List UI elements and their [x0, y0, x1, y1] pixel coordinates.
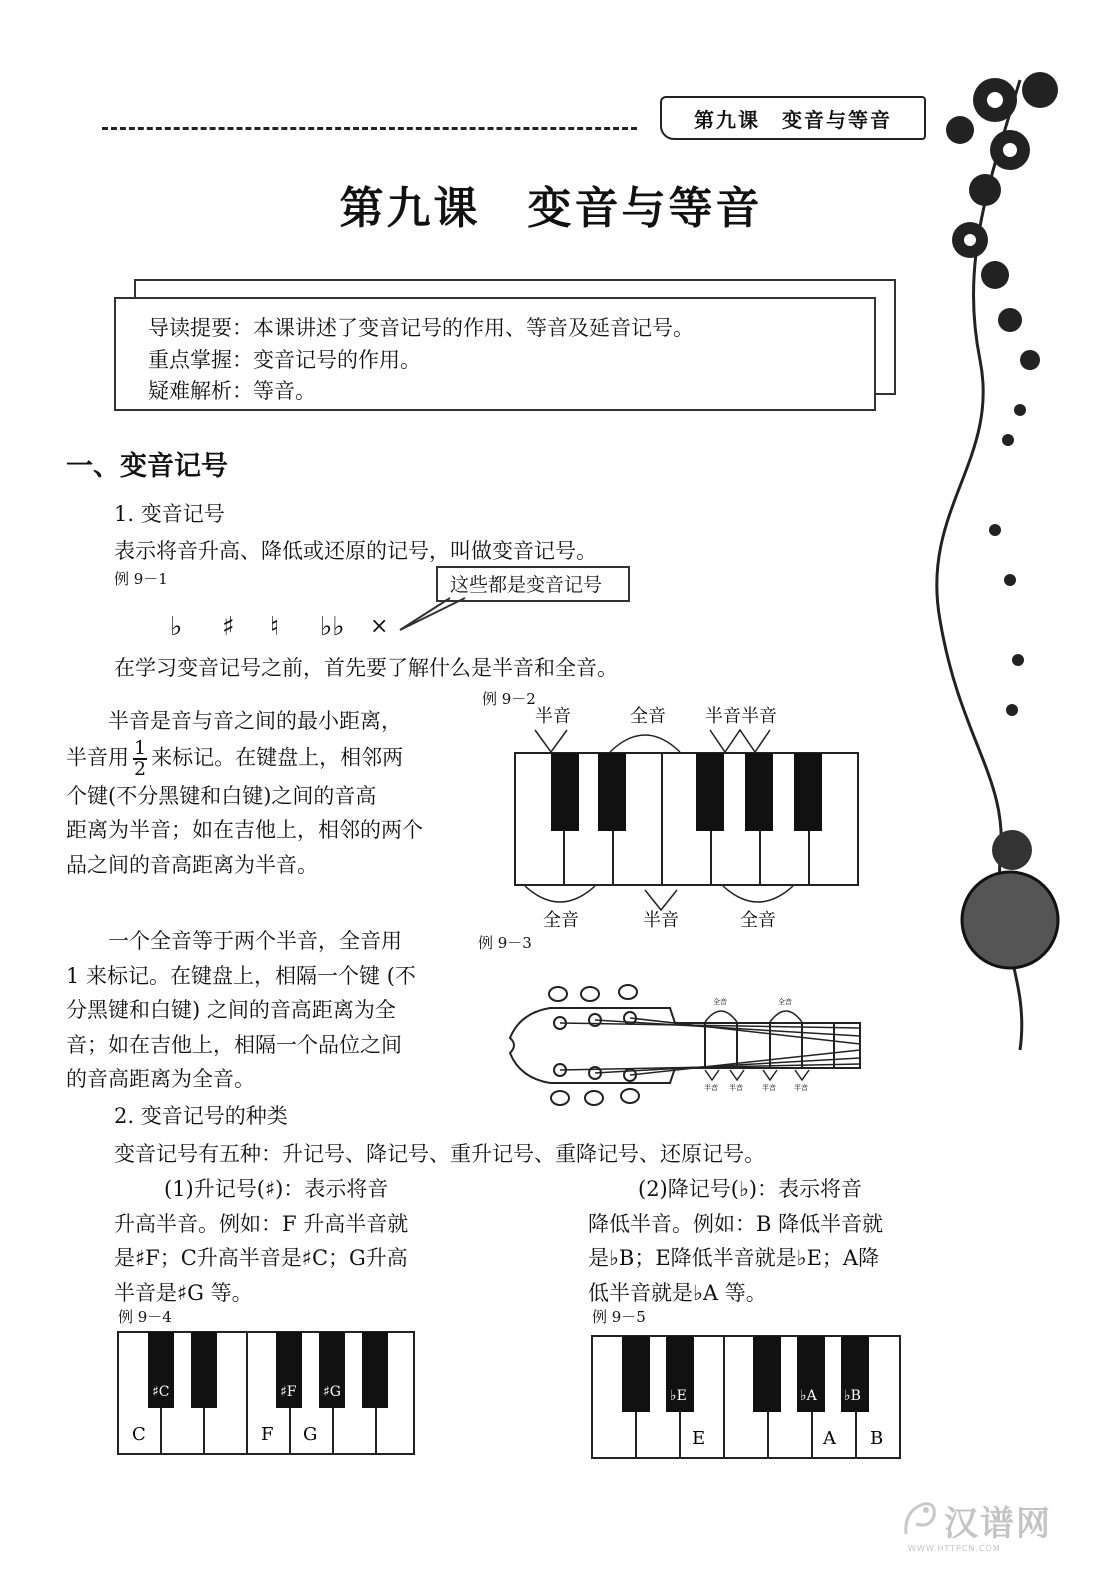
guide-line-key-points: 重点掌握：变音记号的作用。 — [148, 348, 421, 372]
label-whole-top: 全音 — [630, 706, 666, 727]
example-9-5-label: 例 9－5 — [592, 1308, 646, 1326]
black-key-label: ♯C — [152, 1384, 170, 1400]
sharp-line: 升高半音。例如：F 升高半音就 — [114, 1211, 409, 1236]
double-sharp-symbol: × — [370, 614, 389, 639]
sharp-line: 是♯F；C升高半音是♯C；G升高 — [114, 1246, 408, 1270]
flat-line: 低半音就是♭A 等。 — [588, 1280, 767, 1305]
label-half-top: 半音 — [535, 706, 571, 727]
guitar-label-bottom: 半音 — [762, 1084, 776, 1092]
natural-symbol: ♮ — [270, 612, 280, 642]
white-key-label: G — [303, 1424, 318, 1445]
example-9-2-label: 例 9－2 — [482, 690, 536, 708]
black-key-label: ♭B — [844, 1388, 861, 1404]
watermark-url: WWW.HTTPCN.COM — [908, 1544, 1001, 1553]
half-step-paragraph — [66, 704, 466, 882]
guide-line-difficulty: 疑难解析：等音。 — [148, 379, 316, 403]
keyboard-flats-diagram — [590, 1334, 904, 1464]
guitar-label-bottom: 半音 — [729, 1084, 743, 1092]
half-step-line — [66, 736, 466, 780]
accidental-definition: 表示将音升高、降低或还原的记号，叫做变音记号。 — [114, 539, 597, 563]
label-half-bottom: 半音 — [643, 910, 679, 931]
guitar-label-top: 全音 — [713, 998, 727, 1006]
guitar-label-top: 全音 — [778, 998, 792, 1006]
example-9-1-label: 例 9－1 — [114, 570, 168, 588]
subheading-kinds: 2. 变音记号的种类 — [114, 1104, 288, 1128]
keyboard-half-whole-diagram — [505, 700, 870, 940]
guitar-label-bottom: 半音 — [704, 1084, 718, 1092]
whole-step-line: 一个全音等于两个半音，全音用 — [108, 929, 402, 953]
subheading-accidentals: 1. 变音记号 — [114, 502, 225, 526]
kinds-sentence: 变音记号有五种：升记号、降记号、重升记号、重降记号、还原记号。 — [114, 1142, 765, 1166]
fraction-denominator: 2 — [134, 757, 147, 780]
flat-paragraph — [588, 1172, 948, 1310]
sharp-paragraph — [114, 1172, 474, 1310]
white-key-label: E — [692, 1428, 706, 1449]
example-9-4-label: 例 9－4 — [118, 1308, 172, 1326]
guide-line-summary: 导读提要：本课讲述了变音记号的作用、等音及延音记号。 — [148, 316, 694, 340]
whole-step-line: 分黑键和白键) 之间的音高距离为全 — [66, 998, 396, 1022]
header-rule — [102, 127, 637, 130]
label-half-top: 半音 — [741, 706, 777, 727]
black-key-label: ♯F — [280, 1384, 297, 1400]
whole-step-line: 音；如在吉他上，相隔一个品位之间 — [66, 1032, 402, 1057]
sharp-line: 半音是♯G 等。 — [114, 1280, 253, 1305]
fraction-numerator: 1 — [134, 736, 147, 759]
white-key-label: C — [132, 1424, 146, 1445]
flat-line: 是♭B；E降低半音就是♭E；A降 — [588, 1246, 880, 1270]
label-whole-bottom: 全音 — [543, 910, 579, 931]
watermark — [900, 1492, 1090, 1562]
sharp-line: (1)升记号(♯)：表示将音 — [164, 1177, 389, 1201]
whole-step-paragraph — [66, 924, 466, 1097]
running-head-text: 第九课 变音与等音 — [694, 108, 892, 132]
section-heading: 一、变音记号 — [66, 451, 228, 482]
whole-step-line: 的音高距离为全音。 — [66, 1067, 255, 1091]
keyboard-sharps-diagram — [116, 1330, 428, 1460]
running-head — [660, 96, 940, 140]
flat-line: (2)降记号(♭)：表示将音 — [638, 1177, 863, 1201]
watermark-logo-icon — [900, 1498, 940, 1542]
page-title: 第九课 变音与等音 — [339, 183, 763, 234]
black-key-label: ♯G — [323, 1384, 341, 1400]
guitar-headstock-diagram — [500, 978, 870, 1113]
black-key-label: ♭A — [800, 1388, 817, 1404]
example-9-3-label: 例 9－3 — [478, 934, 532, 952]
flat-line: 降低半音。例如：B 降低半音就 — [588, 1211, 884, 1236]
guitar-label-bottom: 半音 — [794, 1084, 808, 1092]
white-key-label: B — [870, 1428, 884, 1449]
half-step-line: 距离为半音；如在吉他上，相邻的两个 — [66, 818, 423, 842]
half-step-text: 半音用 — [66, 745, 129, 769]
label-half-top: 半音 — [705, 706, 741, 727]
half-step-text: 来标记。在键盘上，相邻两 — [151, 745, 404, 769]
flat-symbol: ♭ — [170, 612, 183, 642]
watermark-text: 汉谱网 — [944, 1504, 1052, 1544]
sharp-symbol: ♯ — [222, 612, 235, 642]
black-key-label: ♭E — [670, 1388, 687, 1404]
whole-step-line: 1 来标记。在键盘上，相隔一个键 (不 — [66, 963, 416, 988]
white-key-label: F — [261, 1424, 274, 1445]
callout-pointer — [395, 590, 495, 640]
half-whole-intro: 在学习变音记号之前，首先要了解什么是半音和全音。 — [114, 656, 618, 680]
half-step-line: 品之间的音高距离为半音。 — [66, 852, 318, 877]
half-fraction — [133, 736, 147, 780]
callout-text: 这些都是变音记号 — [450, 574, 603, 596]
white-key-label: A — [823, 1428, 836, 1449]
half-step-line: 半音是音与音之间的最小距离， — [108, 709, 402, 733]
half-step-line: 个键(不分黑键和白键)之间的音高 — [66, 783, 377, 808]
label-whole-bottom: 全音 — [740, 910, 776, 931]
double-flat-symbol: ♭♭ — [320, 612, 345, 642]
